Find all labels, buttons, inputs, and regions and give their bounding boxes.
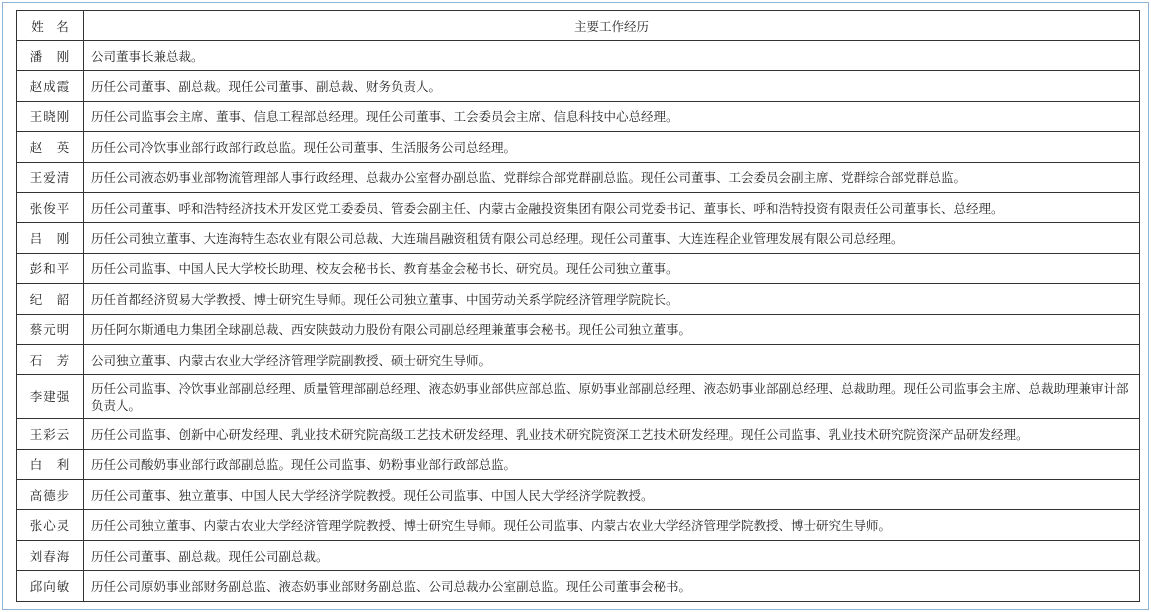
cell-name: 赵 英: [17, 132, 84, 162]
cell-experience: 历任公司监事、中国人民大学校长助理、校友会秘书长、教育基金会秘书长、研究员。现任公司独立董事。: [84, 253, 1140, 283]
cell-experience: 历任阿尔斯通电力集团全球副总裁、西安陕鼓动力股份有限公司副总经理兼董事会秘书。现任公司独立董事。: [84, 314, 1140, 344]
cell-name: 张心灵: [17, 510, 84, 540]
table-row: [17, 510, 1140, 540]
cell-name: 白 利: [17, 449, 84, 479]
cell-experience: 历任公司酸奶事业部行政部副总监。现任公司监事、奶粉事业部行政部总监。: [84, 449, 1140, 479]
table-row: [17, 223, 1140, 253]
table-header-row: [17, 11, 1140, 41]
cell-name: 吕 刚: [17, 223, 84, 253]
header-experience: 主要工作经历: [84, 11, 1140, 41]
cell-experience: 历任公司监事、创新中心研发经理、乳业技术研究院高级工艺技术研发经理、乳业技术研究院资深工艺技术研发经理。现任公司监事、乳业技术研究院资深产品研发经理。: [84, 419, 1140, 449]
cell-name: 高德步: [17, 480, 84, 510]
table-row: [17, 192, 1140, 222]
table-row: [17, 314, 1140, 344]
cell-name: 彭和平: [17, 253, 84, 283]
table-row: [17, 344, 1140, 374]
table-row: [17, 132, 1140, 162]
cell-experience: 历任首都经济贸易大学教授、博士研究生导师。现任公司独立董事、中国劳动关系学院经济管理学院院长。: [84, 284, 1140, 314]
cell-name: 王爱清: [17, 162, 84, 192]
cell-experience: 历任公司董事、副总裁。现任公司董事、副总裁、财务负责人。: [84, 71, 1140, 101]
cell-name: 纪 韶: [17, 284, 84, 314]
cell-experience: 历任公司监事、冷饮事业部副总经理、质量管理部副总经理、液态奶事业部供应部总监、原奶事业部副总经理、液态奶事业部副总经理、总裁助理。现任公司监事会主席、总裁助理兼审计部负责人。: [84, 375, 1140, 419]
table-row: [17, 480, 1140, 510]
cell-experience: 公司董事长兼总裁。: [84, 41, 1140, 71]
table-row: [17, 419, 1140, 449]
table-row: [17, 571, 1140, 601]
cell-name: 赵成霞: [17, 71, 84, 101]
table-row: [17, 101, 1140, 131]
cell-name: 邱向敏: [17, 571, 84, 601]
cell-name: 刘春海: [17, 540, 84, 570]
header-name: 姓 名: [17, 11, 84, 41]
table-row: [17, 449, 1140, 479]
cell-experience: 历任公司监事会主席、董事、信息工程部总经理。现任公司董事、工会委员会主席、信息科技中心总经理。: [84, 101, 1140, 131]
cell-name: 王彩云: [17, 419, 84, 449]
table-row: [17, 540, 1140, 570]
cell-experience: 历任公司董事、呼和浩特经济技术开发区党工委委员、管委会副主任、内蒙古金融投资集团有限公司党委书记、董事长、呼和浩特投资有限责任公司董事长、总经理。: [84, 192, 1140, 222]
table-row: [17, 71, 1140, 101]
cell-experience: 历任公司独立董事、内蒙古农业大学经济管理学院教授、博士研究生导师。现任公司监事、内蒙古农业大学经济管理学院教授、博士研究生导师。: [84, 510, 1140, 540]
cell-experience: 历任公司董事、副总裁。现任公司副总裁。: [84, 540, 1140, 570]
table-row: [17, 284, 1140, 314]
cell-experience: 历任公司董事、独立董事、中国人民大学经济学院教授。现任公司监事、中国人民大学经济学院教授。: [84, 480, 1140, 510]
table-row: [17, 375, 1140, 419]
table-row: [17, 253, 1140, 283]
cell-experience: 历任公司原奶事业部财务副总监、液态奶事业部财务副总监、公司总裁办公室副总监。现任公司董事会秘书。: [84, 571, 1140, 601]
cell-name: 石 芳: [17, 344, 84, 374]
cell-name: 蔡元明: [17, 314, 84, 344]
cell-name: 潘 刚: [17, 41, 84, 71]
cell-name: 李建强: [17, 375, 84, 419]
cell-experience: 公司独立董事、内蒙古农业大学经济管理学院副教授、硕士研究生导师。: [84, 344, 1140, 374]
table-row: [17, 41, 1140, 71]
executives-table: [16, 10, 1140, 602]
cell-experience: 历任公司冷饮事业部行政部行政总监。现任公司董事、生活服务公司总经理。: [84, 132, 1140, 162]
cell-experience: 历任公司独立董事、大连海特生态农业有限公司总裁、大连瑞昌融资租赁有限公司总经理。现任公司董事、大连连程企业管理发展有限公司总经理。: [84, 223, 1140, 253]
cell-name: 张俊平: [17, 192, 84, 222]
cell-experience: 历任公司液态奶事业部物流管理部人事行政经理、总裁办公室督办副总监、党群综合部党群副总监。现任公司董事、工会委员会副主席、党群综合部党群总监。: [84, 162, 1140, 192]
table-row: [17, 162, 1140, 192]
cell-name: 王晓刚: [17, 101, 84, 131]
